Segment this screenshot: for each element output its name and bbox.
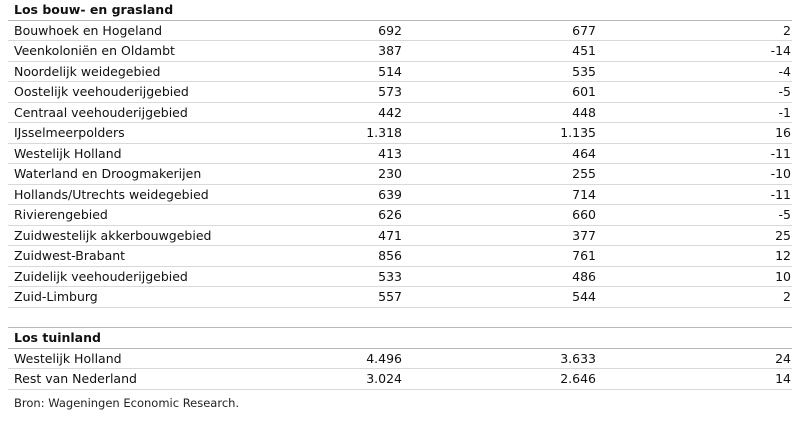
value-col1: 557	[378, 289, 402, 304]
value-change: 16	[775, 125, 791, 140]
value-change: -1	[778, 104, 791, 120]
value-col1: 471	[378, 227, 402, 243]
value-col1: 3.024	[366, 371, 402, 386]
value-col1: 856	[378, 248, 402, 263]
value-col2: 3.633	[560, 350, 596, 366]
value-change: 24	[775, 350, 791, 366]
region-label: Westelijk Holland	[14, 350, 122, 366]
table-row	[8, 226, 792, 247]
table-row	[8, 21, 792, 42]
value-col1: 1.318	[366, 125, 402, 140]
value-col2: 464	[572, 145, 596, 161]
region-label: Noordelijk weidegebied	[14, 63, 161, 79]
table-row	[8, 349, 792, 370]
table-row	[8, 369, 792, 390]
value-col2: 486	[572, 268, 596, 284]
value-col2: 544	[572, 289, 596, 304]
price-table	[8, 0, 792, 390]
table-row	[8, 62, 792, 83]
region-label: Centraal veehouderijgebied	[14, 104, 188, 120]
region-label: IJsselmeerpolders	[14, 125, 125, 140]
value-col2: 535	[572, 63, 596, 79]
value-col2: 677	[572, 22, 596, 38]
value-col1: 442	[378, 104, 402, 120]
source-note: Bron: Wageningen Economic Research.	[14, 396, 240, 410]
region-label: Zuidelijk veehouderijgebied	[14, 268, 188, 284]
section-title: Los tuinland	[14, 330, 101, 345]
section-title: Los bouw- en grasland	[14, 2, 174, 17]
table-row	[8, 41, 792, 62]
value-col2: 377	[572, 227, 596, 243]
value-col1: 692	[378, 22, 402, 38]
section-header	[8, 328, 792, 349]
region-label: Rest van Nederland	[14, 371, 137, 386]
value-change: 2	[783, 289, 791, 304]
value-col1: 533	[378, 268, 402, 284]
value-col2: 761	[572, 248, 596, 263]
region-label: Westelijk Holland	[14, 145, 122, 161]
table-row	[8, 287, 792, 308]
value-change: 12	[775, 248, 791, 263]
region-label: Veenkoloniën en Oldambt	[14, 43, 175, 58]
value-col1: 639	[378, 186, 402, 202]
region-label: Hollands/Utrechts weidegebied	[14, 186, 209, 202]
region-label: Rivierengebied	[14, 207, 108, 222]
section-spacer	[8, 308, 792, 329]
value-col2: 448	[572, 104, 596, 120]
value-change: -4	[778, 63, 791, 79]
value-col1: 230	[378, 166, 402, 181]
value-col2: 714	[572, 186, 596, 202]
value-change: -10	[770, 166, 791, 181]
region-label: Zuidwest-Brabant	[14, 248, 126, 263]
value-col2: 601	[572, 84, 596, 99]
value-col2: 255	[572, 166, 596, 181]
value-col1: 387	[378, 43, 402, 58]
table-row	[8, 164, 792, 185]
value-change: 25	[775, 227, 791, 243]
table-row	[8, 205, 792, 226]
value-change: 14	[775, 371, 791, 386]
region-label: Zuidwestelijk akkerbouwgebied	[14, 227, 212, 243]
table-row	[8, 267, 792, 288]
value-change: 10	[775, 268, 791, 284]
value-col2: 1.135	[560, 125, 596, 140]
table-row	[8, 82, 792, 103]
table-row	[8, 144, 792, 165]
value-change: -11	[770, 145, 791, 161]
region-label: Waterland en Droogmakerijen	[14, 166, 202, 181]
value-col2: 451	[572, 43, 596, 58]
value-col1: 413	[378, 145, 402, 161]
table-row	[8, 123, 792, 144]
value-col2: 660	[572, 207, 596, 222]
value-change: -11	[770, 186, 791, 202]
value-col1: 514	[378, 63, 402, 79]
value-change: -5	[778, 207, 791, 222]
value-col1: 4.496	[366, 350, 402, 366]
table-row	[8, 185, 792, 206]
region-label: Bouwhoek en Hogeland	[14, 22, 163, 38]
value-col2: 2.646	[560, 371, 596, 386]
table-row	[8, 103, 792, 124]
value-change: 2	[783, 22, 791, 38]
table-row	[8, 246, 792, 267]
region-label: Oostelijk veehouderijgebied	[14, 84, 189, 99]
value-change: -5	[778, 84, 791, 99]
value-col1: 573	[378, 84, 402, 99]
section-header	[8, 0, 792, 21]
region-label: Zuid-Limburg	[14, 289, 98, 304]
value-change: -14	[770, 43, 791, 58]
value-col1: 626	[378, 207, 402, 222]
